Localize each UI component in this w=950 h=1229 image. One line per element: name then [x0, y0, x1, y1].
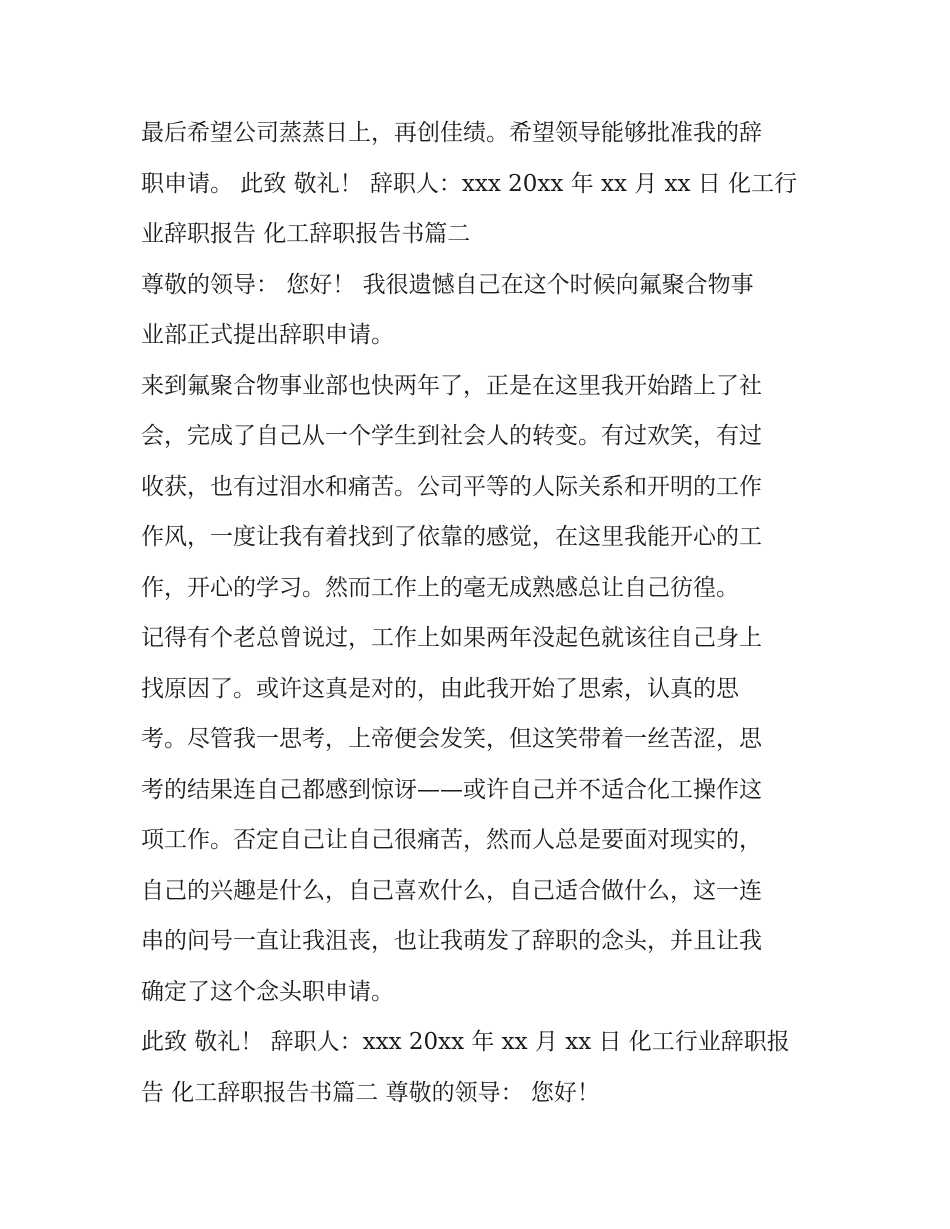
text-line: 业部正式提出辞职申请。: [141, 322, 394, 348]
text-line: 串的问号一直让我沮丧，也让我萌发了辞职的念头，并且让我: [141, 928, 762, 954]
text-line: 职申请。 此致 敬礼！ 辞职人：xxx 20xx 年 xx 月 xx 日 化工行: [141, 170, 798, 197]
text-line: 考的结果连自己都感到惊讶——或许自己并不适合化工操作这: [141, 776, 762, 803]
text-line: 自己的兴趣是什么，自己喜欢什么，自己适合做什么，这一连: [141, 877, 762, 904]
document-page: [141, 108, 821, 1118]
text-line: 最后希望公司蒸蒸日上，再创佳绩。希望领导能够批准我的辞: [141, 120, 762, 146]
text-line: 会，完成了自己从一个学生到社会人的转变。有过欢笑，有过: [141, 423, 762, 449]
text-line: 项工作。否定自己让自己很痛苦，然而人总是要面对现实的，: [141, 827, 762, 853]
text-line: 收获，也有过泪水和痛苦。公司平等的人际关系和开明的工作: [141, 473, 762, 500]
text-line: 告 化工辞职报告书篇二 尊敬的领导： 您好！: [141, 1079, 600, 1106]
paragraph-reflection: [141, 613, 821, 1017]
text-line: 找原因了。或许这真是对的，由此我开始了思索，认真的思: [141, 675, 739, 702]
text-line: 作风，一度让我有着找到了依靠的感觉，在这里我能开心的工: [141, 524, 762, 550]
paragraph-greeting: [141, 260, 821, 361]
text-line: 来到氟聚合物事业部也快两年了，正是在这里我开始踏上了社: [141, 372, 762, 399]
text-line: 作，开心的学习。然而工作上的毫无成熟感总让自己彷徨。: [141, 574, 739, 601]
paragraph-experience: [141, 361, 821, 614]
text-line: 业辞职报告 化工辞职报告书篇二: [141, 221, 471, 247]
text-line: 记得有个老总曾说过，工作上如果两年没起色就该往自己身上: [141, 625, 762, 651]
text-line: 考。尽管我一思考，上帝便会发笑，但这笑带着一丝苦涩，思: [141, 726, 762, 752]
text-line: 确定了这个念头职申请。: [141, 978, 394, 1005]
paragraph-closing-wishes: [141, 108, 821, 260]
text-line: 尊敬的领导： 您好！ 我很遗憾自己在这个时候向氟聚合物事: [141, 271, 754, 298]
paragraph-signoff: [141, 1017, 821, 1118]
text-line: 此致 敬礼！ 辞职人：xxx 20xx 年 xx 月 xx 日 化工行业辞职报: [141, 1029, 790, 1055]
